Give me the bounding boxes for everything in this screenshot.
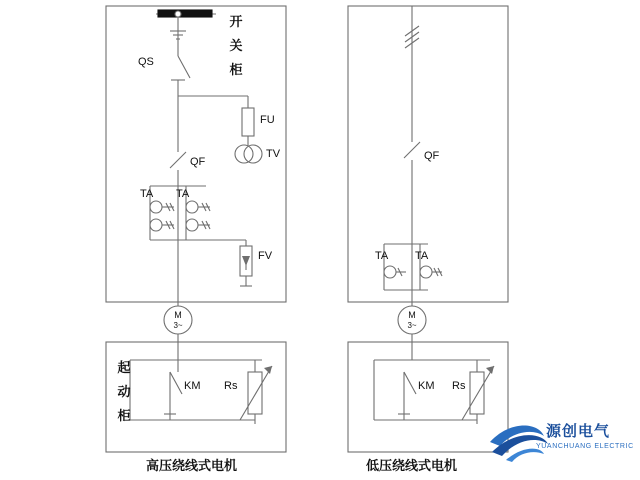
left-motor-sublabel: 3~ xyxy=(173,321,183,330)
watermark-brand: 源创电气 xyxy=(546,423,611,440)
label-left-km: KM xyxy=(184,380,201,392)
left-motor-label: M xyxy=(174,310,182,320)
label-left-tv: TV xyxy=(266,148,281,160)
label-left-ta2: TA xyxy=(176,188,190,200)
left-starter-char-3: 柜 xyxy=(117,408,131,423)
left-switchgear-char-3: 柜 xyxy=(229,62,243,77)
right-ta2-core xyxy=(420,266,432,278)
label-right-ta2: TA xyxy=(415,250,429,262)
left-starter-char-2: 动 xyxy=(117,384,131,399)
right-motor-label: M xyxy=(408,310,416,320)
left-busbar xyxy=(158,10,212,17)
right-motor-sublabel: 3~ xyxy=(407,321,417,330)
caption-right: 低压绕线式电机 xyxy=(366,458,458,473)
label-left-ta1: TA xyxy=(140,188,154,200)
label-right-qf: QF xyxy=(424,150,440,162)
left-starter-cabinet xyxy=(106,342,286,452)
caption-left: 高压绕线式电机 xyxy=(146,458,238,473)
watermark-subtitle: YUANCHUANG ELECTRIC xyxy=(536,443,634,450)
left-ta2-core-b xyxy=(186,219,198,231)
label-right-rs: Rs xyxy=(452,380,466,392)
left-switchgear-char-1: 开 xyxy=(229,14,243,29)
right-resistor-box xyxy=(470,372,484,414)
left-resistor-box xyxy=(248,372,262,414)
label-left-qs: QS xyxy=(138,56,154,68)
left-ta1-core-b xyxy=(150,219,162,231)
label-right-ta1: TA xyxy=(375,250,389,262)
left-starter-char-1: 起 xyxy=(117,360,131,375)
left-ta2-core-a xyxy=(186,201,198,213)
label-left-fv: FV xyxy=(258,250,273,262)
left-ta1-core-a xyxy=(150,201,162,213)
left-fuse xyxy=(242,108,254,136)
label-left-rs: Rs xyxy=(224,380,238,392)
label-left-qf: QF xyxy=(190,156,206,168)
label-left-fu: FU xyxy=(260,114,275,126)
right-ta1-core xyxy=(384,266,396,278)
left-switchgear-char-2: 关 xyxy=(229,38,243,53)
label-right-km: KM xyxy=(418,380,435,392)
